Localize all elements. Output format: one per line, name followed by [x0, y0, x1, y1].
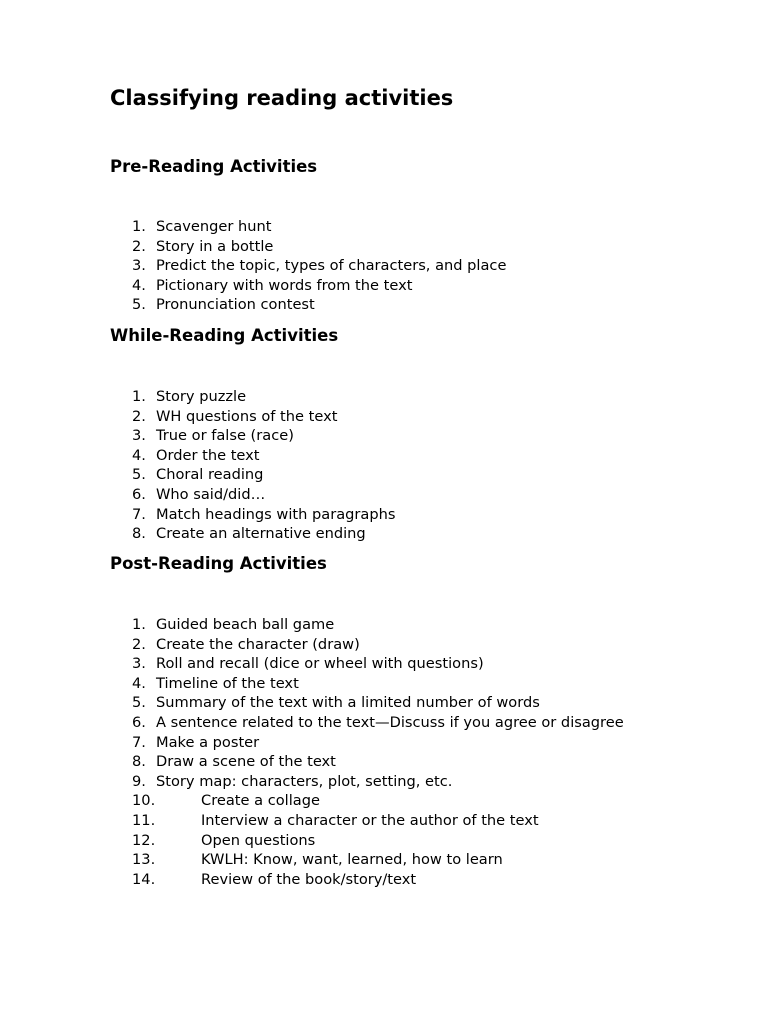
list-item-number: 7. [132, 505, 146, 523]
list-item-number: 13. [132, 851, 156, 869]
list-item-text: Timeline of the text [156, 674, 299, 692]
list-item-text: Review of the book/story/text [201, 870, 417, 888]
section-heading-while-reading: While-Reading Activities [110, 326, 339, 345]
list-item-number: 12. [132, 831, 156, 849]
list-item-number: 5. [132, 694, 146, 712]
list-item-text: KWLH: Know, want, learned, how to learn [201, 851, 503, 869]
list-item-number: 4. [132, 674, 146, 692]
list-item-text: Story map: characters, plot, setting, etc. [156, 772, 453, 790]
list-item-number: 3. [132, 655, 146, 673]
list-item-text: WH questions of the text [156, 407, 338, 425]
list-item-text: Draw a scene of the text [156, 753, 336, 771]
section-heading-post-reading: Post-Reading Activities [110, 554, 327, 573]
list-item-text: Summary of the text with a limited number of words [156, 694, 540, 712]
list-item-number: 1. [132, 616, 146, 633]
list-item-number: 10. [132, 792, 156, 810]
list-item-number: 9. [132, 772, 146, 790]
list-item-number: 5. [132, 296, 146, 314]
list-item-text: Story in a bottle [156, 237, 274, 255]
list-item-text: Match headings with paragraphs [156, 505, 396, 523]
list-item-number: 4. [132, 446, 146, 464]
list-item-text: Order the text [156, 446, 260, 464]
list-item-number: 2. [132, 635, 146, 653]
list-item-number: 11. [132, 811, 156, 829]
document-title: Classifying reading activities [110, 86, 454, 110]
list-item-number: 2. [132, 237, 146, 255]
list-item-number: 1. [132, 388, 146, 405]
list-item-text: A sentence related to the text—Discuss if you agree or disagree [156, 713, 624, 731]
list-item-number: 8. [132, 525, 146, 543]
list-item-text: Create the character (draw) [156, 635, 360, 653]
list-item-text: Pictionary with words from the text [156, 276, 413, 294]
list-item-number: 14. [132, 870, 156, 888]
list-item-number: 3. [132, 257, 146, 275]
list-item-text: Story puzzle [156, 388, 247, 405]
list-item-number: 4. [132, 276, 146, 294]
list-item-text: Interview a character or the author of the text [201, 811, 539, 829]
list-item-text: Scavenger hunt [156, 218, 272, 235]
list-item-text: Who said/did… [156, 485, 266, 503]
list-item-text: Create an alternative ending [156, 525, 366, 543]
section-heading-pre-reading: Pre-Reading Activities [110, 157, 318, 176]
list-item-text: Create a collage [201, 792, 320, 810]
list-item-text: Make a poster [156, 733, 260, 751]
list-item-text: Roll and recall (dice or wheel with questions) [156, 655, 484, 673]
list-item-text: Choral reading [156, 466, 264, 484]
list-item-number: 5. [132, 466, 146, 484]
list-item-text: Guided beach ball game [156, 616, 335, 633]
list-item-text: Pronunciation contest [156, 296, 315, 314]
list-item-text: Predict the topic, types of characters, and place [156, 257, 507, 275]
list-item-text: True or false (race) [156, 427, 294, 445]
list-item-number: 6. [132, 713, 146, 731]
list-item-number: 8. [132, 753, 146, 771]
list-item-number: 1. [132, 218, 146, 235]
list-item-number: 2. [132, 407, 146, 425]
list-item-text: Open questions [201, 831, 316, 849]
list-item-number: 7. [132, 733, 146, 751]
list-item-number: 6. [132, 485, 146, 503]
list-item-number: 3. [132, 427, 146, 445]
